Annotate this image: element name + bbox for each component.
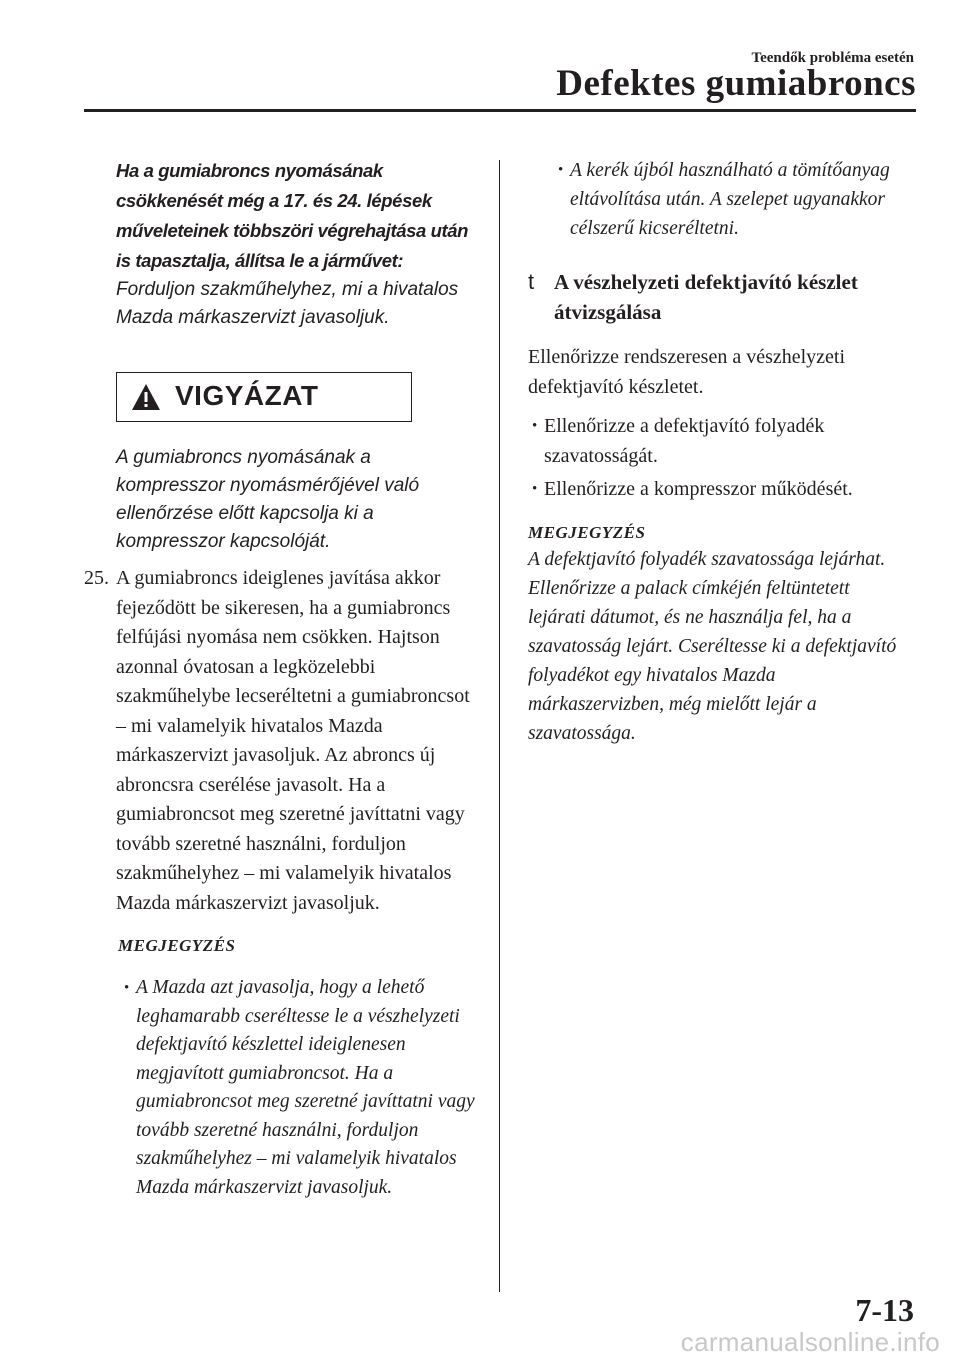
page-number: 7-13 (855, 1292, 914, 1328)
section-heading (528, 267, 908, 327)
check-item-text: Ellenőrizze a kompresszor működését. (544, 478, 853, 500)
note-heading: MEGJEGYZÉS (118, 936, 236, 955)
column-divider (499, 160, 500, 1292)
warning-bold-text: Ha a gumiabroncs nyomásának csökkenését még a 17. és 24. lépések műveleteinek többszöri végrehajtása után is tapasztalja, állítsa le a járművet: (116, 160, 469, 271)
step-25 (84, 564, 484, 918)
intro-paragraph: Ellenőrizze rendszeresen a vészhelyzeti defektjavító készletet. (528, 346, 846, 398)
section-title: A vészhelyzeti defektjavító készlet átvizsgálása (554, 270, 858, 324)
note-heading: MEGJEGYZÉS (528, 522, 646, 542)
warning-text: Forduljon szakműhelyhez, mi a hivatalos Mazda márkaszervizt javasoljuk. (116, 279, 459, 328)
warning-triangle-icon (131, 383, 161, 411)
check-item-text: Ellenőrizze a defektjavító folyadék szavatosságát. (544, 415, 825, 467)
note-item-text: A kerék újból használható a tömítőanyag eltávolítása után. A szelepet ugyanakkor célszerű kicseréltetni. (570, 160, 890, 239)
step-number: 25. (84, 567, 109, 589)
note-item-continued (558, 156, 908, 243)
page-title: Defektes gumiabroncs (556, 63, 916, 104)
bullet-icon: • (532, 418, 538, 434)
note-item (124, 974, 484, 1202)
header-rule (84, 109, 916, 112)
left-column (84, 156, 484, 1202)
caution-label: VIGYÁZAT (175, 380, 319, 411)
step-text: A gumiabroncs ideiglenes javítása akkor fejeződött be sikeresen, ha a gumiabroncs felfújási nyomása nem csökken. Hajtson azonnal óvatosan a legközelebbi szakműhelybe lecseréltetni a gumiabroncsot – mi valamelyik hivatalos Mazda márkaszervizt javasoljuk. Az abroncs új abroncsra cserélése javasolt. Ha a gumiabroncsot meg szeretné javíttatni vagy tovább szeretné használni, forduljon szakműhelyhez – mi valamelyik hivatalos Mazda márkaszervizt javasoljuk. (116, 567, 470, 914)
caution-text: A gumiabroncs nyomásának a kompresszor nyomásmérőjével való ellenőrzése előtt kapcsolja ki a kompresszor kapcsolóját. (116, 447, 420, 552)
bullet-icon: • (532, 481, 538, 497)
check-item (532, 475, 908, 505)
right-column (528, 156, 908, 748)
note-text: A defektjavító folyadék szavatossága lejárhat. Ellenőrizze a palack címkéjén feltüntetett lejárati dátumot, és ne használja fel, ha a szavatosság lejárt. Cseréltesse ki a defektjavító folyadékot egy hivatalos Mazda márkaszervizben, még mielőtt lejár a szavatossága. (528, 548, 897, 744)
bullet-icon: • (124, 980, 130, 996)
section-subtitle: Teendők probléma esetén (751, 50, 914, 66)
caution-box (116, 372, 412, 422)
watermark: carmanualsonline.info (680, 1327, 940, 1357)
bullet-icon: • (558, 162, 564, 178)
check-item (532, 412, 908, 471)
section-marker-icon: t (528, 269, 535, 294)
note-item-text: A Mazda azt javasolja, hogy a lehető leghamarabb cseréltesse le a vészhelyzeti defektjavító készlettel ideiglenesen megjavított gumiabroncsot. Ha a gumiabroncsot meg szeretné javíttatni vagy tovább szeretné használni, forduljon szakműhelyhez – mi valamelyik hivatalos Mazda márkaszervizt javasoljuk. (136, 977, 475, 1198)
